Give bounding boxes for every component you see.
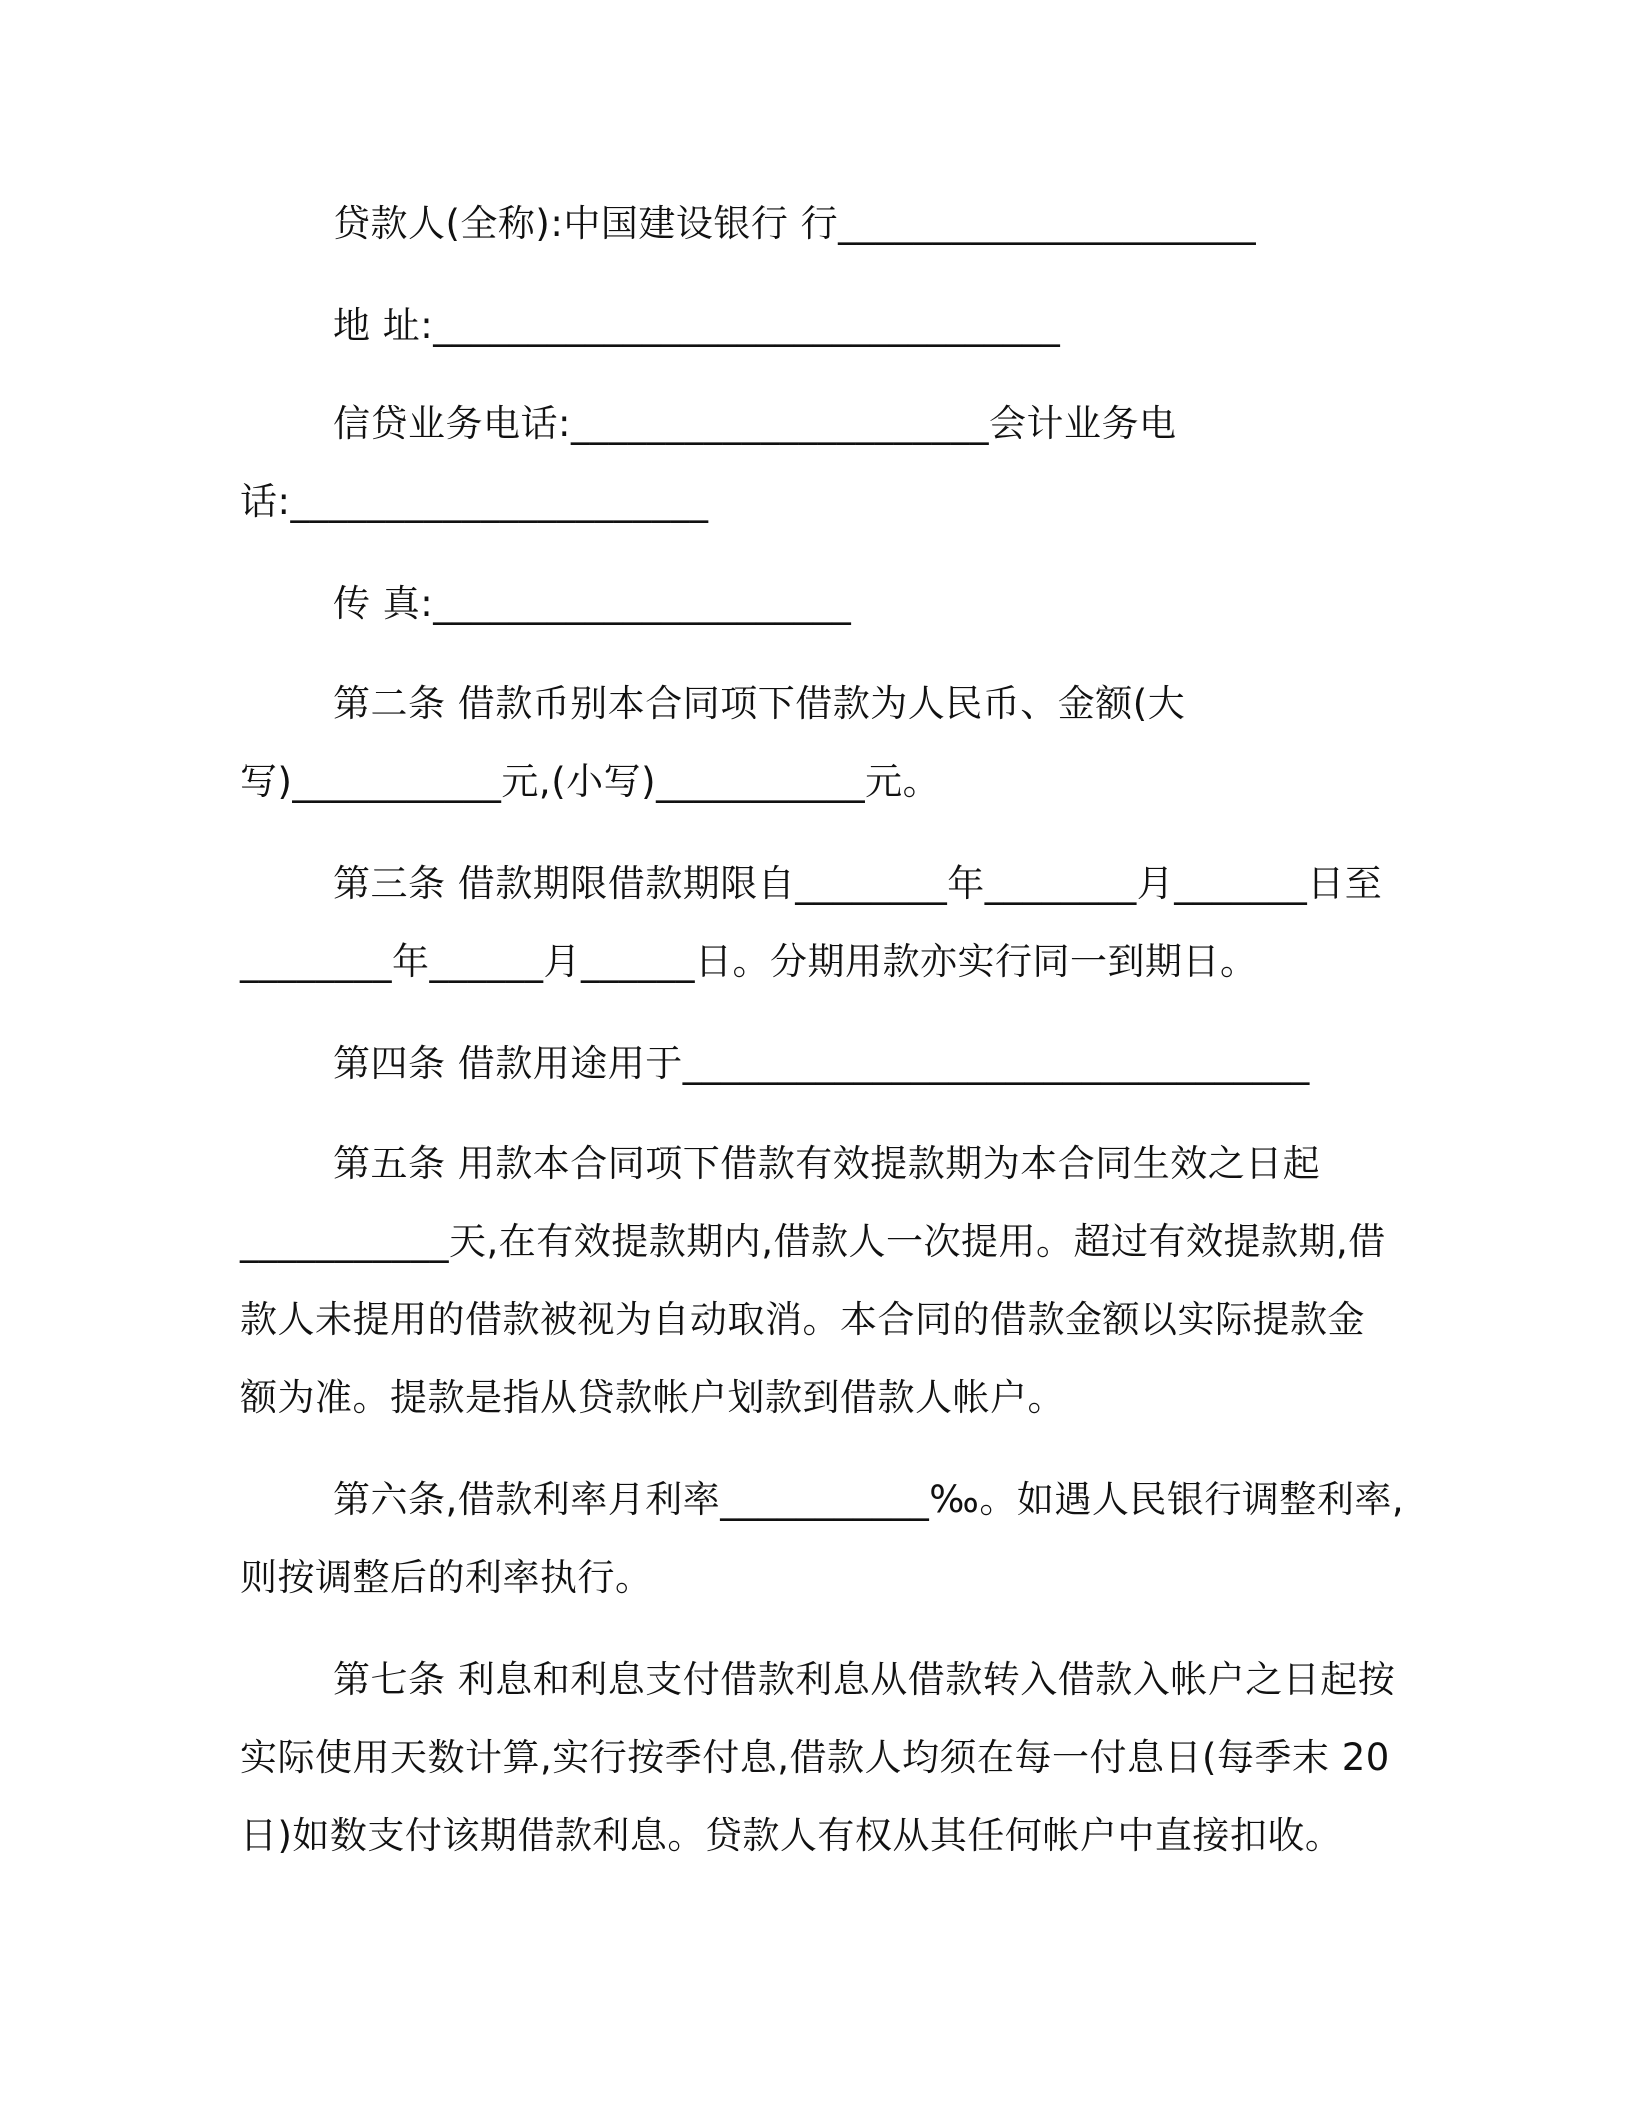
article-6-line-2: 则按调整后的利率执行。 [240,1556,653,1599]
lender-name-line: 贷款人(全称):中国建设银行 行______________________ [333,202,1257,245]
article-5-line-3: 款人未提用的借款被视为自动取消。本合同的借款金额以实际提款金 [240,1298,1365,1341]
article-3-line-2: ________年______月______日。分期用款亦实行同一到期日。 [240,940,1258,983]
article-5-line-2: ___________天,在有效提款期内,借款人一次提用。超过有效提款期,借 [240,1220,1386,1263]
article-7-line-2: 实际使用天数计算,实行按季付息,借款人均须在每一付息日(每季末 20 [240,1736,1390,1779]
fax-line: 传 真:______________________ [333,582,852,625]
accounting-phone-line: 话:______________________ [240,480,709,523]
article-4-line: 第四条 借款用途用于_________________________________ [333,1042,1310,1085]
article-2-line-2: 写)___________元,(小写)___________元。 [240,760,941,803]
article-7-line-3: 日)如数支付该期借款利息。贷款人有权从其任何帐户中直接扣收。 [240,1814,1343,1857]
article-7-line-1: 第七条 利息和利息支付借款利息从借款转入借款入帐户之日起按 [333,1658,1396,1701]
article-5-line-1: 第五条 用款本合同项下借款有效提款期为本合同生效之日起 [333,1142,1321,1185]
article-5-line-4: 额为准。提款是指从贷款帐户划款到借款人帐户。 [240,1376,1065,1419]
article-3-line-1: 第三条 借款期限借款期限自________年________月_______日至 [333,862,1383,905]
article-2-line-1: 第二条 借款币别本合同项下借款为人民币、金额(大 [333,682,1186,725]
article-6-line-1: 第六条,借款利率月利率___________‰。如遇人民银行调整利率, [333,1478,1405,1521]
credit-phone-line: 信贷业务电话:______________________会计业务电 [333,402,1177,445]
address-line: 地 址:_________________________________ [333,304,1061,347]
